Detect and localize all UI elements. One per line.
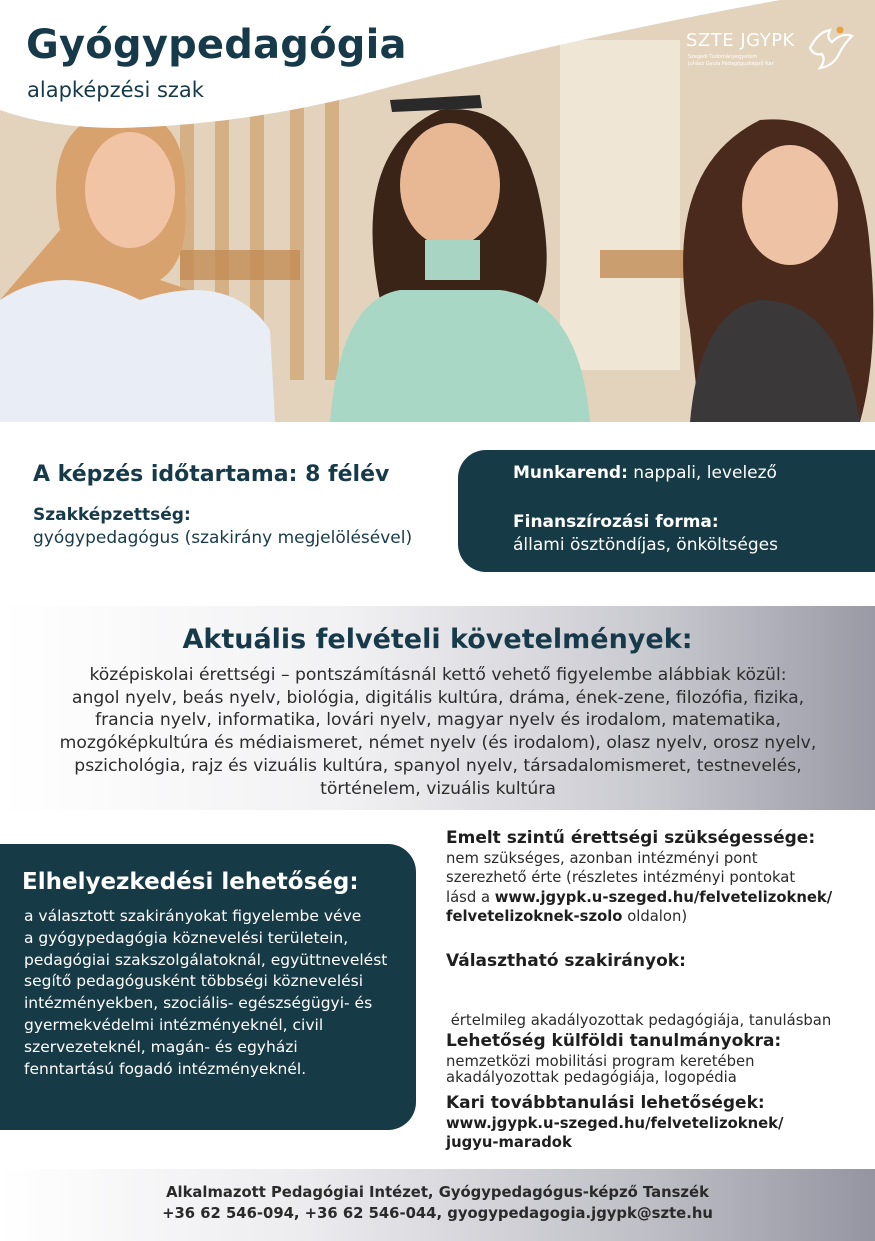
logo-tagline-2: Juhász Gyula Pedagógusképző Kar xyxy=(688,61,774,67)
employment-box xyxy=(0,844,416,1130)
schedule-financing-box xyxy=(458,450,875,572)
employment-line: a gyógypedagógia köznevelési területein, xyxy=(24,928,349,947)
page-title: Gyógypedagógia xyxy=(26,22,407,68)
further-study-link-part1[interactable]: www.jgypk.u-szeged.hu/felvetelizoknek/ xyxy=(446,1115,784,1132)
admission-line: mozgóképkultúra és médiaismeret, német nyelv (és irodalom), olasz nyelv, orosz nyelv, xyxy=(59,733,817,754)
page-subtitle: alapképzési szak xyxy=(27,78,204,102)
employment-text xyxy=(24,906,404,1080)
admission-line: történelem, vizuális kultúra xyxy=(320,778,556,799)
admission-line: pszichológia, rajz és vizuális kultúra, spanyol nyelv, társadalomismeret, testnevelés, xyxy=(74,755,802,776)
advanced-exam-text xyxy=(446,849,856,926)
logo-name: SZTE JGYPK xyxy=(686,30,795,51)
financing-label: Finanszírozási forma: xyxy=(513,512,719,532)
employment-line: fenntartású fogadó intézményeknél. xyxy=(24,1059,307,1078)
employment-title: Elhelyezkedési lehetőség: xyxy=(22,869,359,895)
employment-line: a választott szakirányokat figyelembe véve xyxy=(24,907,362,925)
footer-contacts: +36 62 546-094, +36 62 546-044, gyogypedagogia.jgypk@szte.hu xyxy=(162,1205,713,1222)
employment-line: gyermekvédelmi intézményeknél, civil xyxy=(24,1015,324,1034)
advanced-exam-line: szerezhető érte (részletes intézményi pontokat xyxy=(446,869,796,887)
specializations-label: Választható szakirányok: xyxy=(446,951,686,971)
advanced-exam-line: nem szükséges, azonban intézményi pont xyxy=(446,850,758,867)
admission-line: angol nyelv, beás nyelv, biológia, digitális kultúra, dráma, ének-zene, filozófia, fizika, xyxy=(71,687,805,708)
footer-institute: Alkalmazott Pedagógiai Intézet, Gyógypedagógus-képző Tanszék xyxy=(166,1184,709,1201)
advanced-exam-link-part1[interactable]: www.jgypk.u-szeged.hu/felvetelizoknek/ xyxy=(494,888,833,906)
advanced-exam-prefix: lásd a xyxy=(446,888,495,906)
work-schedule-value: nappali, levelező xyxy=(633,463,777,483)
advanced-exam-line xyxy=(446,907,856,926)
advanced-exam-suffix: oldalon) xyxy=(622,907,688,925)
contact-footer xyxy=(0,1169,875,1241)
admission-requirements-band xyxy=(0,606,875,810)
employment-line: pedagógiai szakszolgálatoknál, együttnevelést xyxy=(24,950,388,969)
work-schedule-label: Munkarend: xyxy=(513,463,628,483)
abroad-study-label: Lehetőség külföldi tanulmányokra: xyxy=(446,1031,782,1051)
work-schedule-line xyxy=(513,463,777,483)
qualification-label: Szakképzettség: xyxy=(33,505,191,525)
program-duration: A képzés időtartama: 8 félév xyxy=(33,462,390,487)
admission-line: francia nyelv, informatika, lovári nyelv, magyar nyelv és irodalom, matematika, xyxy=(95,710,781,731)
abroad-study-value: nemzetközi mobilitási program keretében xyxy=(446,1053,755,1070)
admission-title: Aktuális felvételi követelmények: xyxy=(182,624,693,655)
advanced-exam-line xyxy=(446,888,856,907)
further-study-link-part2[interactable]: jugyu-maradok xyxy=(446,1134,572,1152)
further-study-label: Kari továbbtanulási lehetőségek: xyxy=(446,1093,765,1113)
advanced-exam-label: Emelt szintű érettségi szükségessége: xyxy=(446,828,816,848)
further-study-links xyxy=(446,1114,856,1153)
employment-line: segítő pedagógusként többségi köznevelési xyxy=(24,972,364,991)
specializations-line: értelmileg akadályozottak pedagógiája, tanulásban xyxy=(446,1011,832,1029)
admission-text xyxy=(28,664,848,800)
qualification-value: gyógypedagógus (szakirány megjelölésével) xyxy=(33,528,413,548)
logo-tagline-1: Szegedi Tudományegyetem xyxy=(688,54,758,60)
employment-line: szervezeteknél, magán- és egyházi xyxy=(24,1037,298,1056)
hero-photo-section xyxy=(0,0,875,422)
admission-line: középiskolai érettségi – pontszámításnál kettő vehető figyelembe alábbiak közül: xyxy=(89,665,787,685)
bird-emblem-icon xyxy=(804,22,856,74)
advanced-exam-link-part2[interactable]: felvetelizoknek-szolo xyxy=(446,907,623,925)
specializations-line: akadályozottak pedagógiája, logopédia xyxy=(446,1069,737,1087)
employment-line: intézményekben, szociális- egészségügyi- és xyxy=(24,994,373,1013)
szte-jgypk-logo xyxy=(686,22,856,74)
financing-value: állami ösztöndíjas, önköltséges xyxy=(513,535,778,555)
